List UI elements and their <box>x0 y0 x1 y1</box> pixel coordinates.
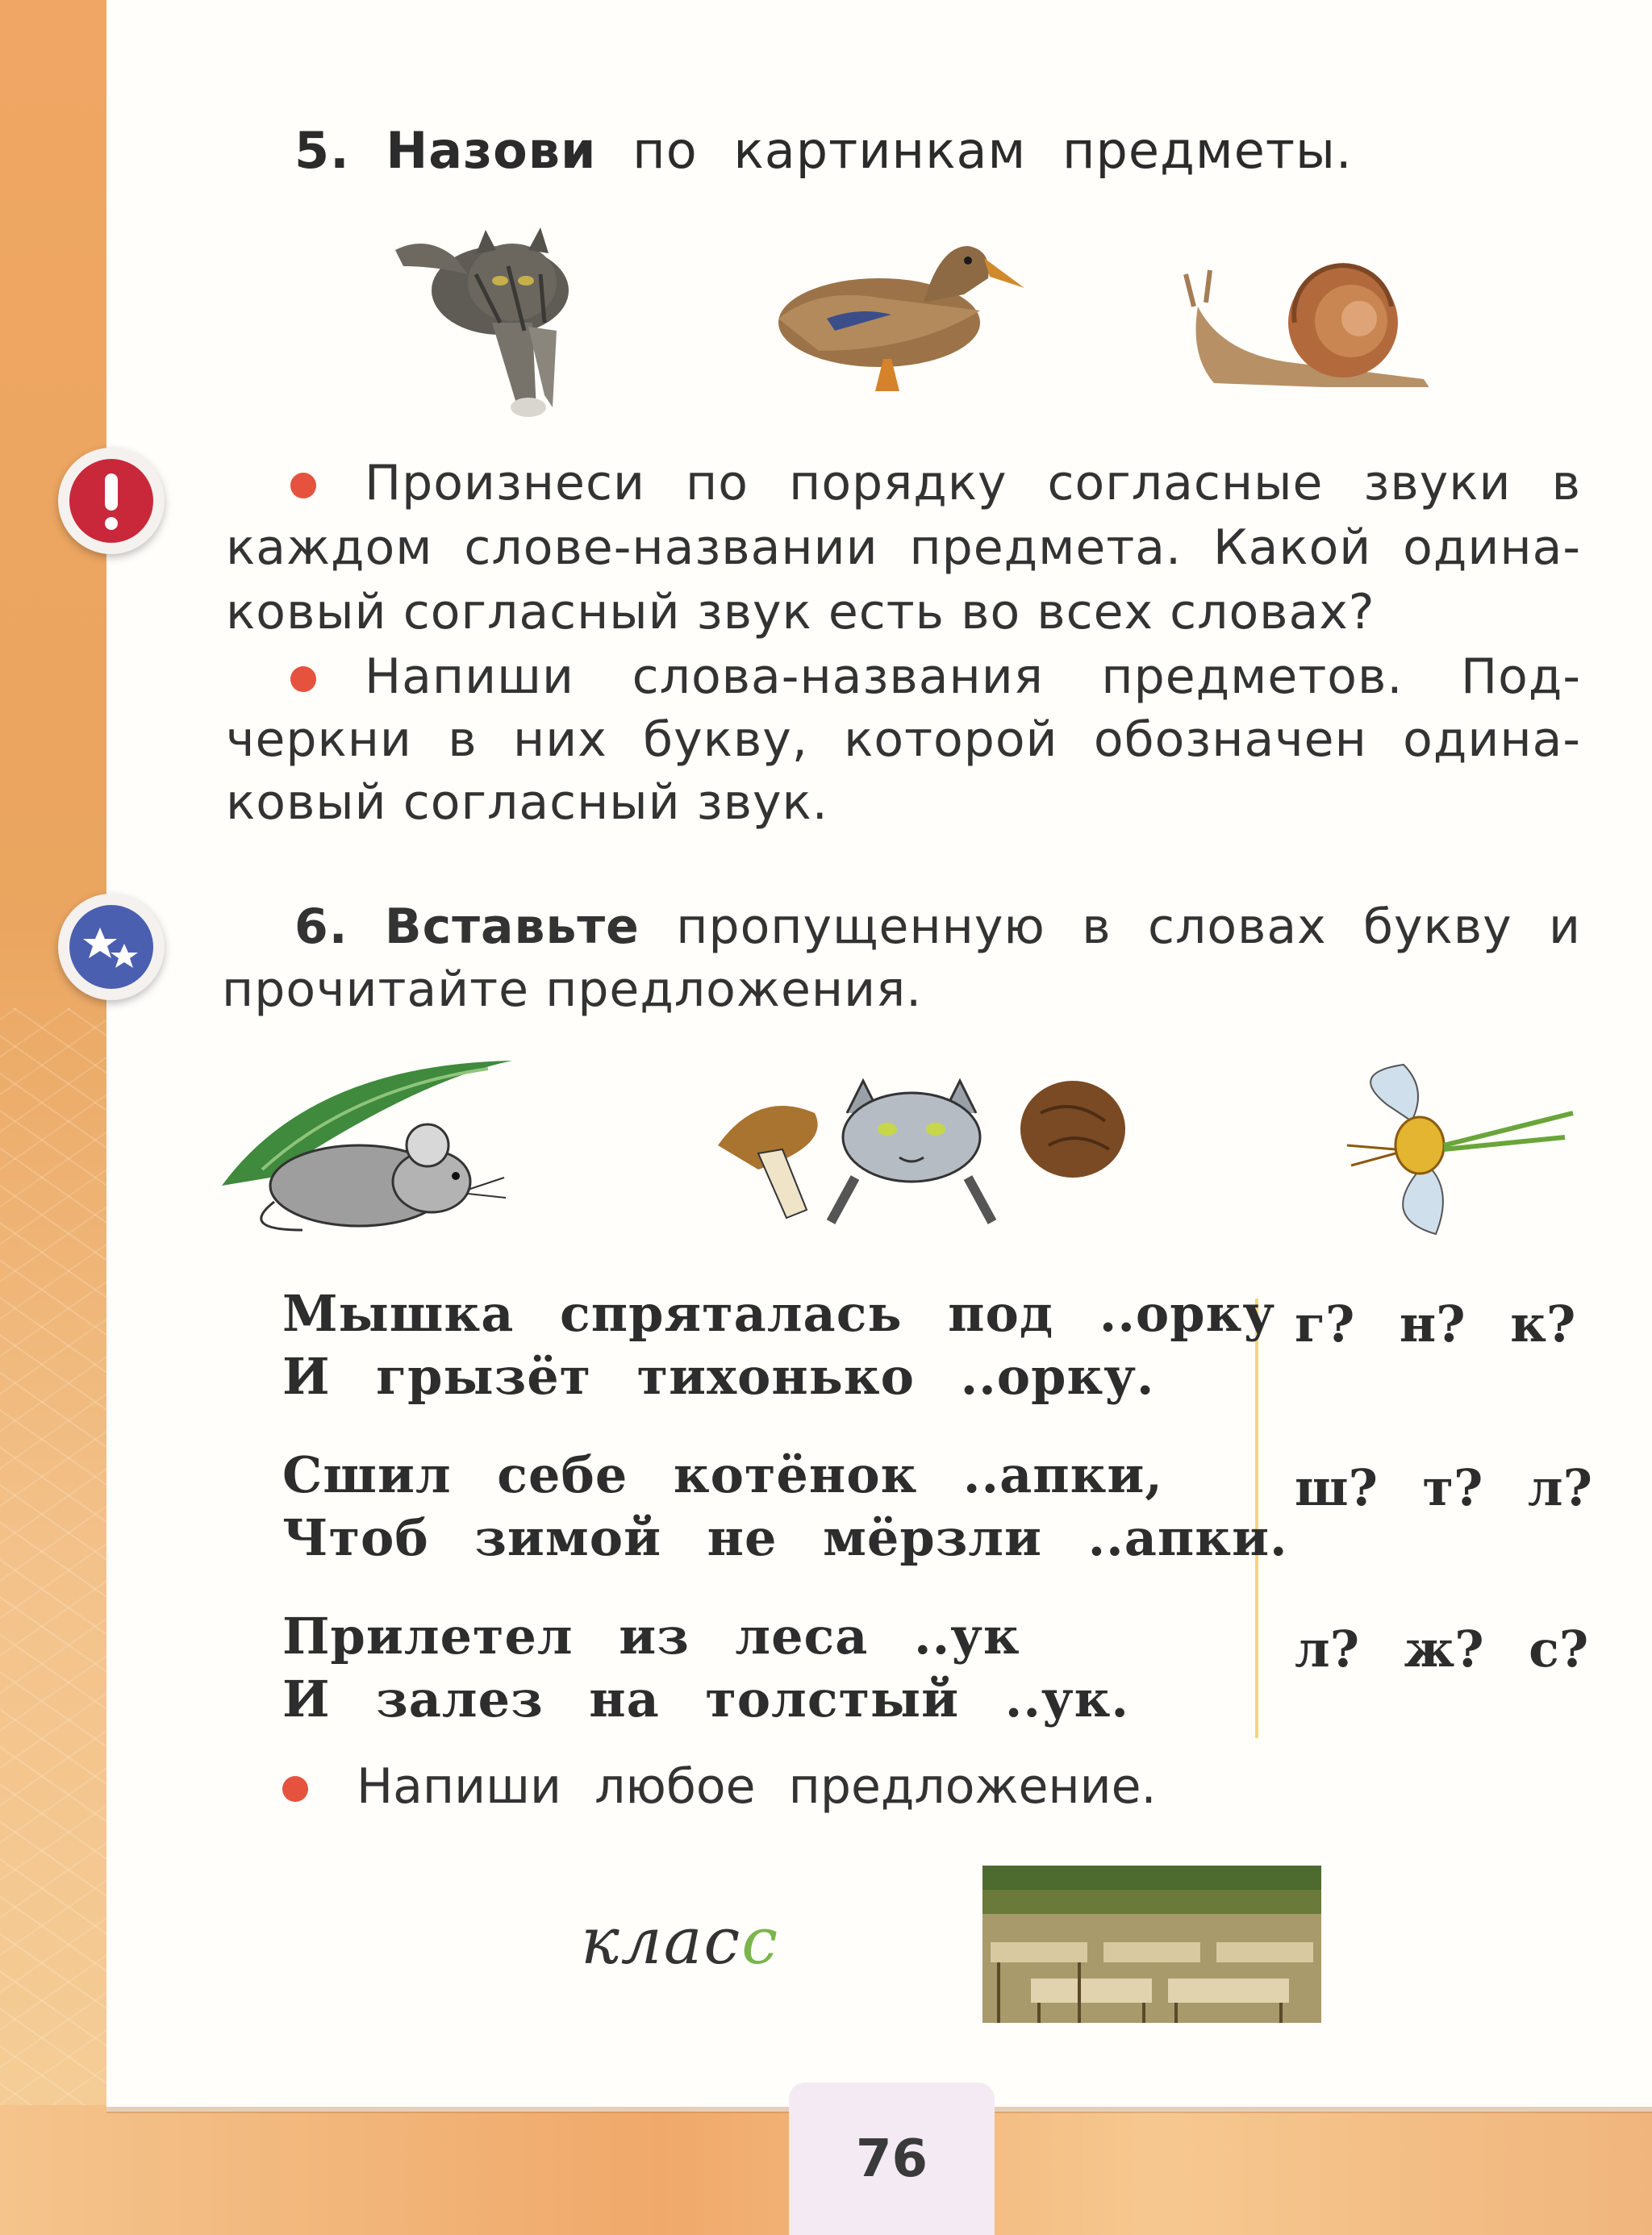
classroom-photo <box>982 1866 1321 2023</box>
stars-badge <box>58 894 165 1000</box>
stanza-1-line-1: Мышка спряталась под ..орку <box>282 1284 1276 1343</box>
bullet-dot <box>282 1776 308 1802</box>
stanza-3-letters: л? ж? с? <box>1295 1620 1589 1678</box>
stanza-2-letters: ш? т? л? <box>1295 1458 1592 1517</box>
bullet-dot <box>290 666 316 692</box>
exercise-5-number: 5. <box>294 121 350 180</box>
beetle-onion-illustration <box>1331 1057 1581 1250</box>
warning-badge <box>58 448 165 554</box>
bullet-2-line-2: черкни в них букву, которой обозначен одина- <box>226 711 1581 768</box>
stars-icon <box>69 905 153 989</box>
stanza-2-line-2: Чтоб зимой не мёрзли ..апки. <box>282 1508 1288 1567</box>
task-write-sentence: Напиши любое предложение. <box>282 1758 1157 1815</box>
bullet-1-line-2: каждом слове-названии предмета. Какой одина- <box>226 519 1581 576</box>
cat-mushrooms-illustration <box>710 1065 1129 1226</box>
bullet-2-line-3: ковый согласный звук. <box>226 774 828 831</box>
exercise-5-heading <box>294 121 1353 180</box>
page-number: 76 <box>855 2129 928 2189</box>
stanza-3-line-1: Прилетел из леса ..ук <box>282 1607 1020 1666</box>
bullet-1-line-1: Произнеси по порядку согласные звуки в <box>226 452 1581 515</box>
page-number-tab <box>789 2083 995 2235</box>
exercise-6-text: пропущенную в словах букву и <box>676 899 1582 955</box>
duck-photo <box>754 230 1028 399</box>
stanza-2-line-1: Сшил себе котёнок ..апки, <box>282 1445 1163 1504</box>
bullet-1-line-3: ковый согласный звук есть во всех словах? <box>226 584 1375 640</box>
stanza-1-line-2: И грызёт тихонько ..орку. <box>282 1347 1155 1406</box>
cat-photo <box>379 218 589 427</box>
exclamation-icon <box>69 459 153 543</box>
exercise-5-keyword: Назови <box>386 121 597 180</box>
bullet-dot <box>290 473 316 498</box>
bullet-2-line-1: Напиши слова-названия предметов. Под- <box>226 645 1581 708</box>
script-word: класс <box>581 1904 780 1979</box>
stanza-3-line-2: И залез на толстый ..ук. <box>282 1670 1129 1728</box>
mouse-illustration <box>214 1049 544 1242</box>
exercise-6-line-2: прочитайте предложения. <box>222 961 923 1018</box>
exercise-6-keyword: Вставьте <box>384 899 640 955</box>
exercise-6-heading <box>294 895 1581 958</box>
stanza-1-letters: г? н? к? <box>1295 1295 1576 1353</box>
snail-photo <box>1182 258 1440 387</box>
exercise-5-text: по картинкам предметы. <box>632 121 1353 180</box>
exercise-6-number: 6. <box>294 899 348 955</box>
